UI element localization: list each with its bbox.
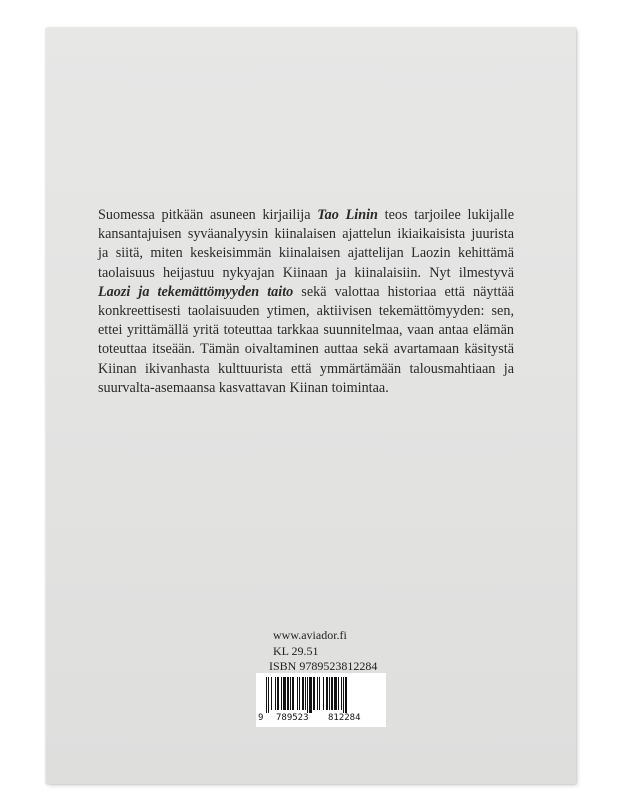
isbn-number: ISBN 9789523812284	[269, 659, 378, 673]
library-classification: KL 29.51	[273, 643, 319, 658]
barcode-digit-first: 9	[258, 713, 264, 723]
isbn-barcode	[256, 673, 386, 727]
blurb-text-2: teos tarjoilee lukijalle kansantajuisen syväanalyysin kiinalaisen ajattelun ikiaikaisista juurista ja siitä, miten keskeisimmän kiinalaisen ajattelijan Laozin kehittämä taolaisuus heijastuu nykyajan Kiinaan ja kiinalaisiin. Nyt ilmestyvä	[98, 207, 514, 281]
publisher-info	[262, 628, 462, 675]
blurb-text-3: sekä valottaa historiaa että näyttää konkreettisesti taolaisuuden ytimen, aktiivisen tekemättömyyden: sen, ettei yrittämällä yritä toteuttaa tarkkaa suunnitelmaa, vaan antaa elämän toteuttaa itseään. Tämän oivaltaminen auttaa sekä avartamaan käsitystä Kiinan ikivanhasta kulttuurista että ymmärtämään talousmahtiaan ja suurvalta-asemaansa kasvattavan Kiinan toimintaa.	[98, 283, 515, 396]
book-title: Laozi ja tekemättömyyden taito	[98, 283, 294, 300]
author-name: Tao Linin	[317, 207, 378, 223]
publisher-website: www.aviador.fi	[273, 628, 347, 642]
barcode-digits	[256, 713, 386, 725]
barcode-bars	[264, 677, 378, 713]
blurb-text-1: Suomessa pitkään asuneen kirjailija	[98, 207, 318, 223]
barcode-digits-right: 812284	[328, 713, 361, 723]
back-cover-blurb	[98, 206, 514, 398]
barcode-digits-left: 789523	[276, 713, 309, 723]
